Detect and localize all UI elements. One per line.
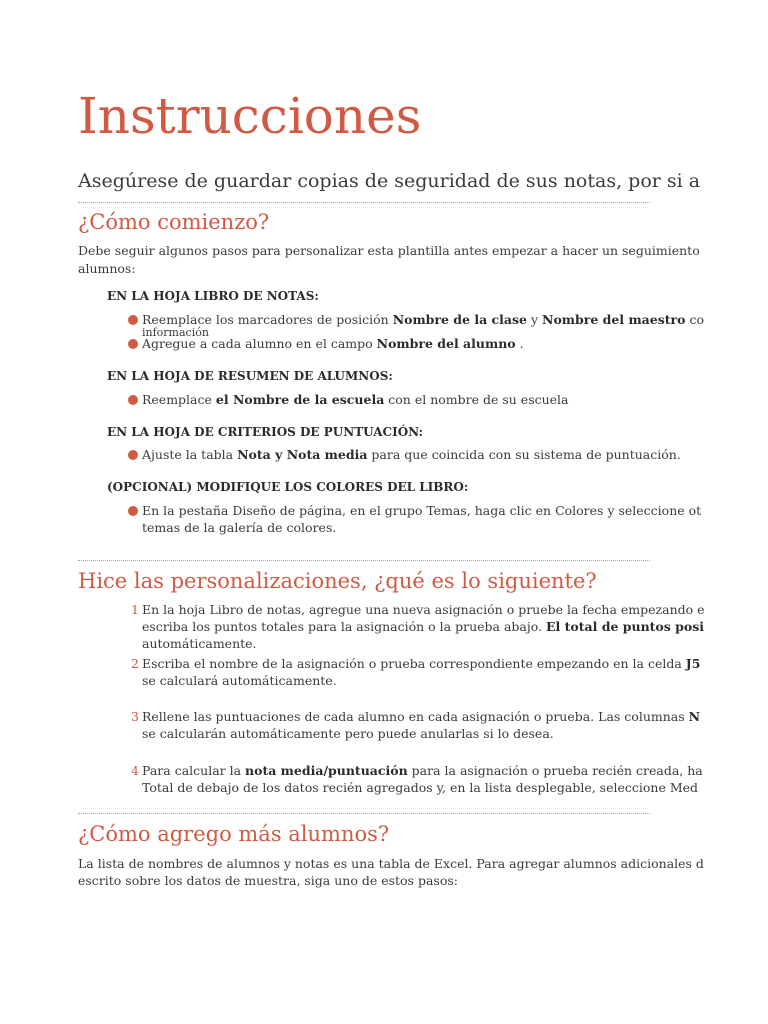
- section-heading-agregar-alumnos: ¿Cómo agrego más alumnos?: [78, 822, 390, 846]
- step-line: Rellene las puntuaciones de cada alumno en cada asignación o prueba. Las columnas N: [142, 709, 701, 724]
- list-item-continuation: temas de la galería de colores.: [142, 520, 337, 535]
- section-heading-como-comienzo: ¿Cómo comienzo?: [78, 210, 270, 234]
- subheading-colores-libro: (OPCIONAL) MODIFIQUE LOS COLORES DEL LIBRO:: [107, 480, 469, 494]
- step-number: 4: [131, 763, 139, 778]
- subheading-libro-de-notas: EN LA HOJA LIBRO DE NOTAS:: [107, 289, 319, 303]
- page-title: Instrucciones: [78, 87, 422, 145]
- step-line: Para calcular la nota media/puntuación para la asignación o prueba recién creada, ha: [142, 763, 703, 778]
- section-body-line: La lista de nombres de alumnos y notas es una tabla de Excel. Para agregar alumnos adicionales d: [78, 856, 704, 871]
- bullet-icon: [128, 450, 138, 460]
- list-item: Ajuste la tabla Nota y Nota media para que coincida con su sistema de puntuación.: [142, 447, 681, 462]
- list-item: Agregue a cada alumno en el campo Nombre del alumno .: [142, 336, 524, 351]
- section-intro-line: Debe seguir algunos pasos para personalizar esta plantilla antes empezar a hacer un seguimiento: [78, 243, 700, 258]
- step-number: 2: [131, 656, 139, 671]
- section-heading-personalizaciones: Hice las personalizaciones, ¿qué es lo siguiente?: [78, 569, 597, 593]
- lead-paragraph: Asegúrese de guardar copias de seguridad de sus notas, por si a: [78, 170, 701, 192]
- subheading-resumen-alumnos: EN LA HOJA DE RESUMEN DE ALUMNOS:: [107, 369, 393, 383]
- step-line: Escriba el nombre de la asignación o prueba correspondiente empezando en la celda J5: [142, 656, 701, 671]
- list-item: Reemplace el Nombre de la escuela con el nombre de su escuela: [142, 392, 569, 407]
- step-line: se calcularán automáticamente pero puede anularlas si lo desea.: [142, 726, 554, 741]
- step-line: escriba los puntos totales para la asignación o la prueba abajo. El total de puntos posi: [142, 619, 705, 634]
- step-number: 1: [131, 602, 139, 617]
- bullet-icon: [128, 315, 138, 325]
- section-body-line: escrito sobre los datos de muestra, siga uno de estos pasos:: [78, 873, 458, 888]
- step-line: automáticamente.: [142, 636, 257, 651]
- clipped-line: información: [142, 326, 209, 339]
- step-number: 3: [131, 709, 139, 724]
- subheading-criterios-puntuacion: EN LA HOJA DE CRITERIOS DE PUNTUACIÓN:: [107, 425, 424, 439]
- divider: [78, 202, 650, 203]
- step-line: se calculará automáticamente.: [142, 673, 337, 688]
- divider: [78, 813, 650, 814]
- section-intro-line: alumnos:: [78, 261, 136, 276]
- bullet-icon: [128, 339, 138, 349]
- step-line: En la hoja Libro de notas, agregue una nueva asignación o pruebe la fecha empezando e: [142, 602, 705, 617]
- bullet-icon: [128, 395, 138, 405]
- list-item: Reemplace los marcadores de posición Nombre de la clase y Nombre del maestro co: [142, 312, 704, 327]
- divider: [78, 560, 650, 561]
- list-item: En la pestaña Diseño de página, en el grupo Temas, haga clic en Colores y seleccione ot: [142, 503, 702, 518]
- bullet-icon: [128, 506, 138, 516]
- step-line: Total de debajo de los datos recién agregados y, en la lista desplegable, seleccione Med: [142, 780, 699, 795]
